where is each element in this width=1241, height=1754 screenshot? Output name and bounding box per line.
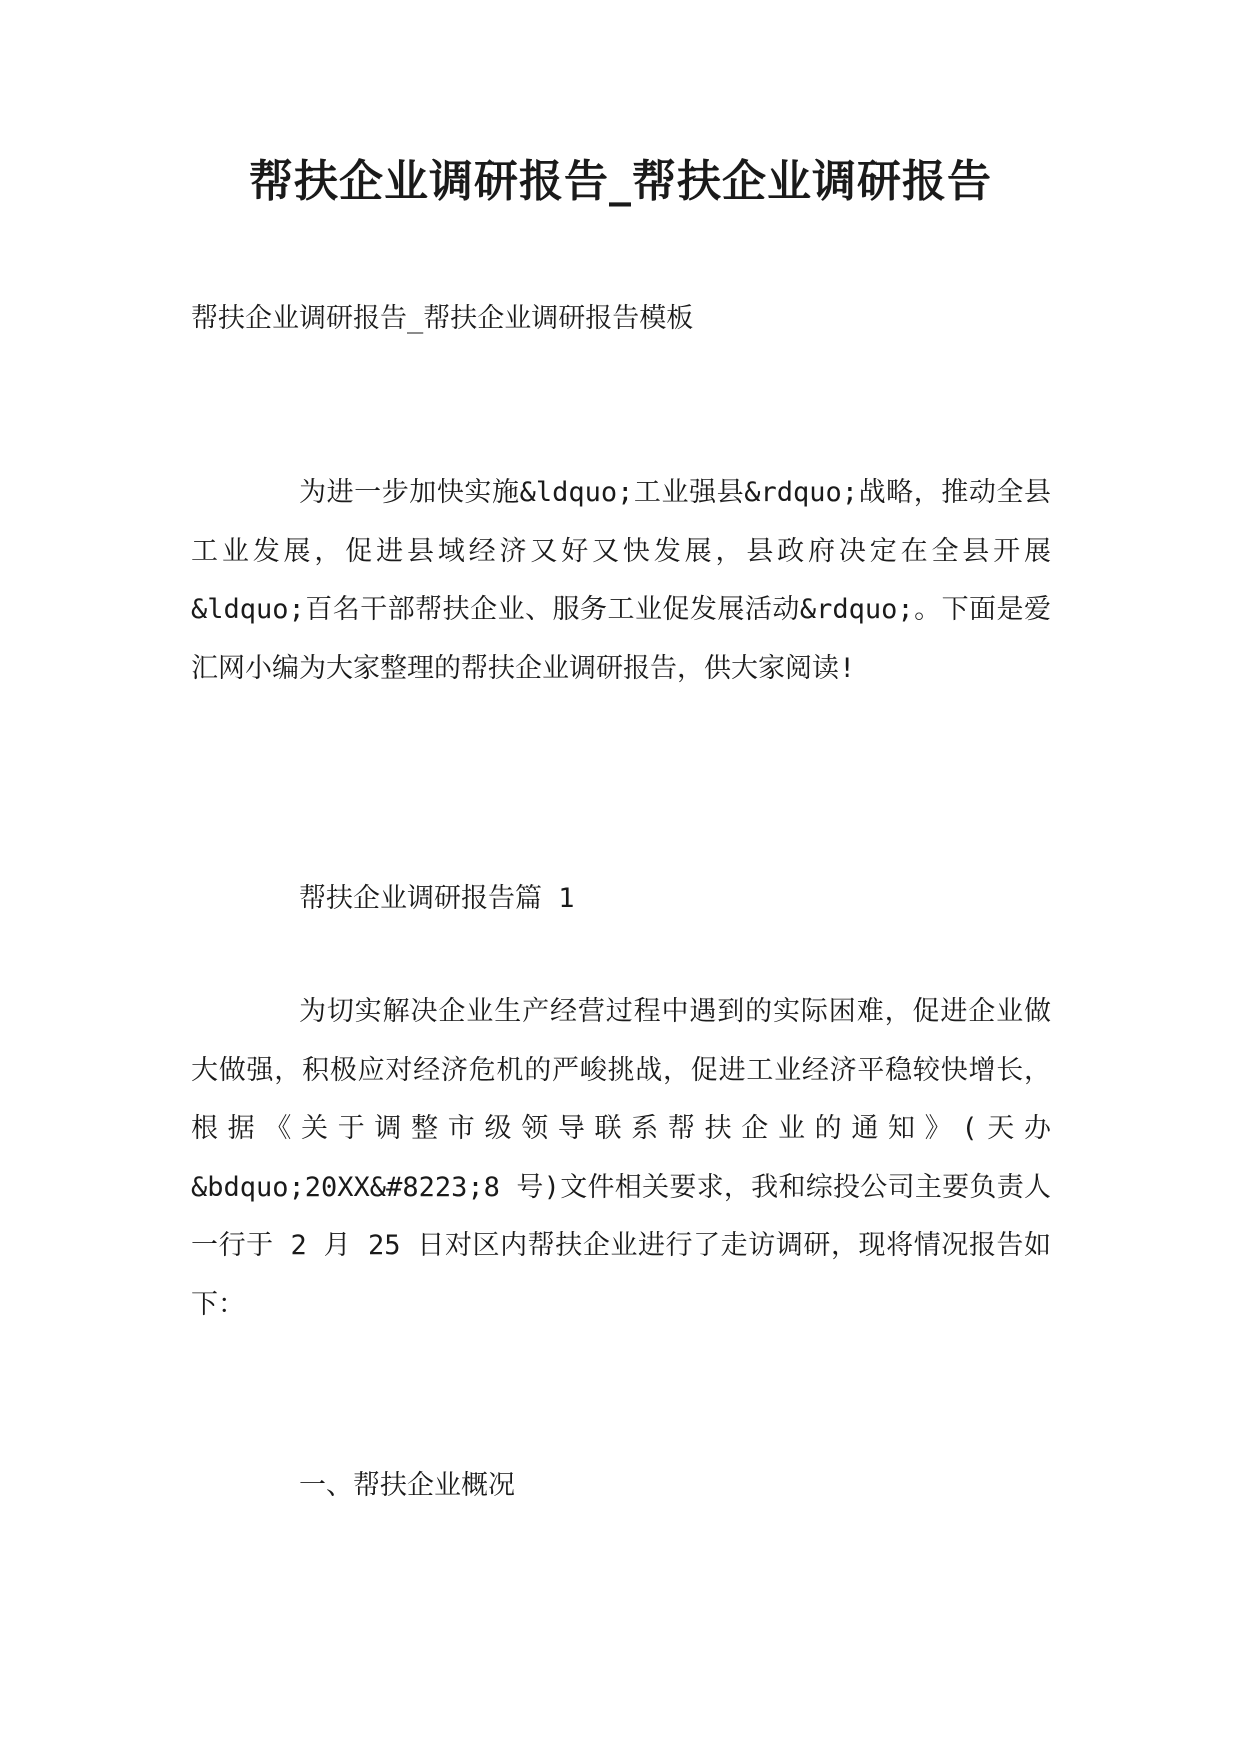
document-subtitle: 帮扶企业调研报告_帮扶企业调研报告模板: [191, 303, 694, 334]
intro-paragraph: 为进一步加快实施&ldquo;工业强县&rdquo;战略，推动全县工业发展，促进县域经济又好又快发展，县政府决定在全县开展&ldquo;百名干部帮扶企业、服务工业促发展活动&rdquo;。下面是爱汇网小编为大家整理的帮扶企业调研报告，供大家阅读!: [191, 477, 1051, 684]
section-paragraph: 为切实解决企业生产经营过程中遇到的实际困难，促进企业做大做强，积极应对经济危机的严峻挑战，促进工业经济平稳较快增长，根据《关于调整市级领导联系帮扶企业的通知》(天办&bdquo;20XX&#8223;8 号)文件相关要求，我和综投公司主要负责人一行于 2 月 25 日对区内帮扶企业进行了走访调研，现将情况报告如下：: [191, 996, 1051, 1320]
section-heading: 帮扶企业调研报告篇 1: [299, 883, 575, 914]
subsection-heading: 一、帮扶企业概况: [299, 1470, 515, 1501]
document-title: 帮扶企业调研报告_帮扶企业调研报告: [249, 156, 992, 207]
